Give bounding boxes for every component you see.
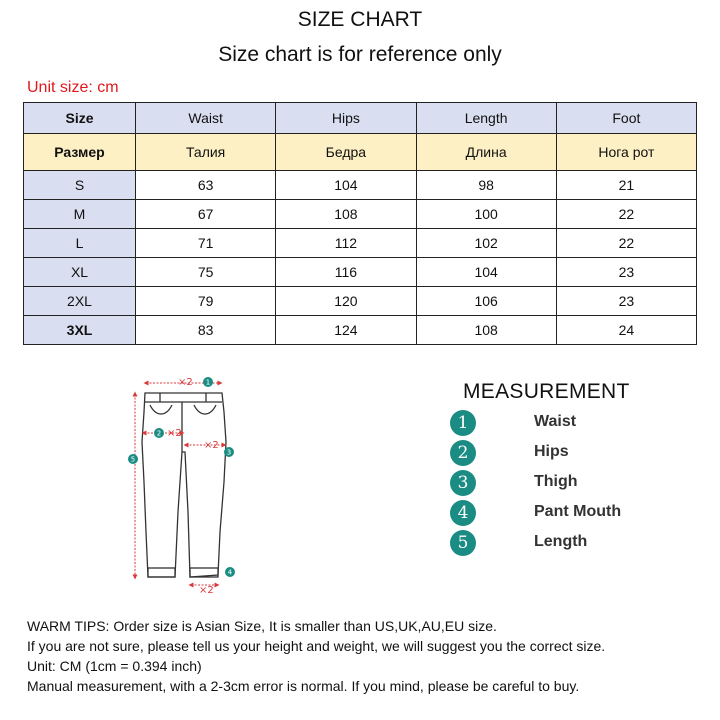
table-header-row (24, 103, 697, 134)
measurement-label: Thigh (534, 473, 578, 490)
cell-length: 106 (416, 287, 556, 316)
waist-multiplier: ×2 (178, 377, 193, 388)
tip-line: WARM TIPS: Order size is Asian Size, It is smaller than US,UK,AU,EU size. (27, 618, 497, 634)
cell-foot: 21 (556, 171, 696, 200)
measurement-item-hips (450, 440, 680, 470)
header-length: Length (416, 103, 556, 134)
page-title: SIZE CHART (297, 8, 423, 31)
header-waist: Waist (136, 103, 276, 134)
cell-size: S (24, 171, 136, 200)
cell-waist: 83 (136, 316, 276, 345)
marker-5-label: 5 (130, 455, 136, 464)
cell-hips: 124 (276, 316, 416, 345)
cell-size: XL (24, 258, 136, 287)
table-row (24, 200, 697, 229)
cell-waist: 79 (136, 287, 276, 316)
number-badge-icon: 1 (450, 410, 476, 436)
table-row (24, 171, 697, 200)
table-row (24, 229, 697, 258)
cell-length: 108 (416, 316, 556, 345)
cell-foot: 22 (556, 200, 696, 229)
header-length-ru: Длина (416, 134, 556, 171)
header-hips: Hips (276, 103, 416, 134)
warm-tips (27, 616, 605, 696)
cell-size: 2XL (24, 287, 136, 316)
marker-4-label: 4 (227, 568, 233, 577)
number-badge-icon: 2 (450, 440, 476, 466)
size-table (23, 102, 697, 345)
cell-size: 3XL (24, 316, 136, 345)
page-subtitle: Size chart is for reference only (218, 43, 502, 66)
table-row (24, 287, 697, 316)
marker-2-label: 2 (156, 429, 162, 438)
cell-waist: 75 (136, 258, 276, 287)
cell-hips: 108 (276, 200, 416, 229)
measurement-label: Hips (534, 443, 569, 460)
measurement-label: Waist (534, 413, 577, 430)
header-foot-ru: Нога рот (556, 134, 696, 171)
cell-length: 104 (416, 258, 556, 287)
cell-length: 98 (416, 171, 556, 200)
measurement-item-thigh (450, 470, 680, 500)
table-header-row-ru (24, 134, 697, 171)
cell-hips: 120 (276, 287, 416, 316)
tip-line: If you are not sure, please tell us your height and weight, we will suggest you the correct size. (27, 638, 606, 654)
thigh-multiplier: ×2 (204, 440, 219, 451)
unit-label: Unit size: cm (27, 79, 119, 96)
cell-hips: 104 (276, 171, 416, 200)
header-size-ru: Размер (24, 134, 136, 171)
marker-1-label: 1 (205, 378, 211, 387)
number-badge-icon: 3 (450, 470, 476, 496)
header-hips-ru: Бедра (276, 134, 416, 171)
cell-foot: 24 (556, 316, 696, 345)
cell-foot: 23 (556, 287, 696, 316)
marker-3-label: 3 (226, 448, 232, 457)
cell-waist: 67 (136, 200, 276, 229)
number-badge-icon: 4 (450, 500, 476, 526)
cell-waist: 63 (136, 171, 276, 200)
cell-hips: 116 (276, 258, 416, 287)
measurement-item-pant-mouth (450, 500, 680, 530)
cell-foot: 23 (556, 258, 696, 287)
measurement-item-waist (450, 410, 680, 440)
measurement-label: Pant Mouth (534, 503, 622, 520)
tip-line: Unit: CM (1cm = 0.394 inch) (27, 658, 202, 674)
header-foot: Foot (556, 103, 696, 134)
cell-hips: 112 (276, 229, 416, 258)
header-waist-ru: Талия (136, 134, 276, 171)
cell-size: M (24, 200, 136, 229)
cell-size: L (24, 229, 136, 258)
mouth-multiplier: ×2 (199, 585, 214, 596)
cell-foot: 22 (556, 229, 696, 258)
pants-measurement-diagram (120, 372, 250, 602)
pants-icon (142, 393, 226, 577)
cell-waist: 71 (136, 229, 276, 258)
header-size: Size (24, 103, 136, 134)
measurement-title: MEASUREMENT (463, 380, 630, 403)
table-row (24, 316, 697, 345)
cell-length: 100 (416, 200, 556, 229)
measurement-item-length (450, 530, 680, 560)
table-row (24, 258, 697, 287)
cell-length: 102 (416, 229, 556, 258)
tip-line: Manual measurement, with a 2-3cm error is normal. If you mind, please be careful to buy. (27, 678, 580, 694)
number-badge-icon: 5 (450, 530, 476, 556)
hips-multiplier: ×2 (167, 428, 182, 439)
measurement-label: Length (534, 533, 588, 550)
